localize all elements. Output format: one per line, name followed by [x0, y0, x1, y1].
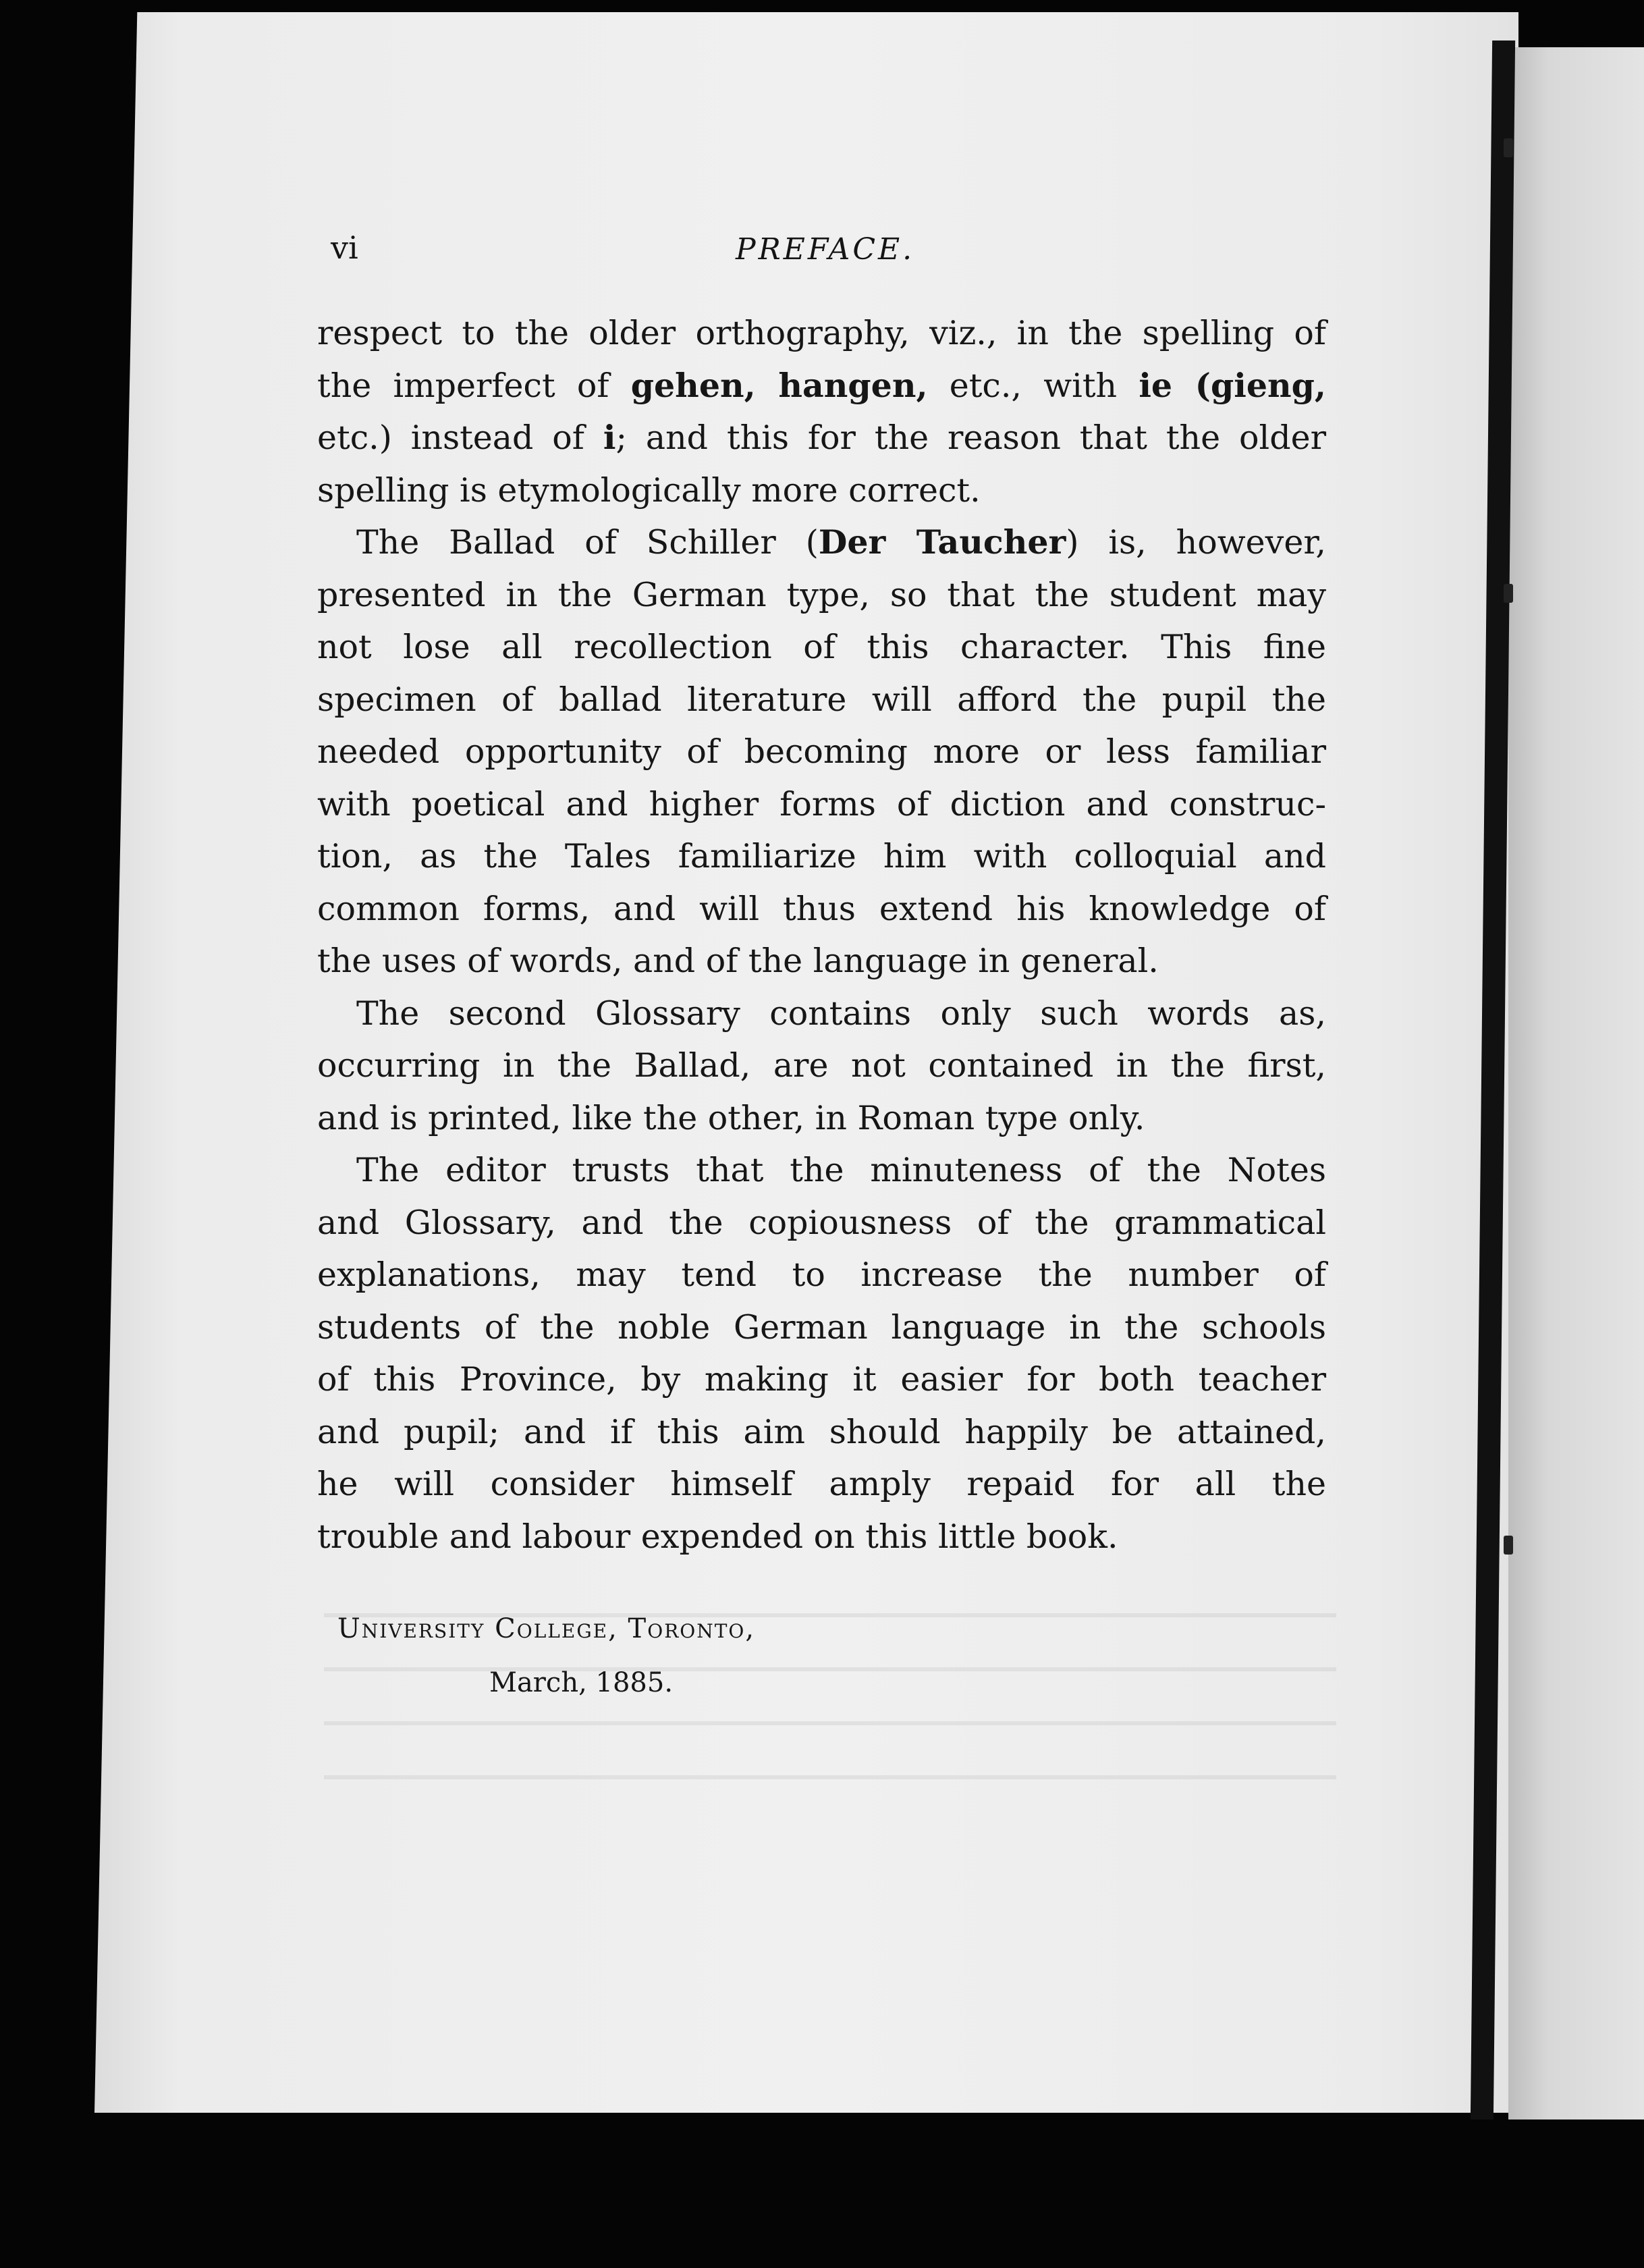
- signature-place: University College, Toronto,: [337, 1613, 756, 1644]
- paragraph: [317, 516, 1326, 988]
- text-line: with poetical and higher forms of diction and construc-: [317, 784, 1326, 824]
- text-line: and Glossary, and the copiousness of the grammatical: [317, 1203, 1326, 1242]
- page-number: vi: [331, 230, 358, 266]
- text-line: the imperfect of gehen, hangen, etc., with ie (gieng,: [317, 365, 1326, 405]
- running-header: [331, 230, 1323, 277]
- text-line: respect to the older orthography, viz., in the spelling of: [317, 314, 1326, 352]
- paragraph: [317, 307, 1326, 516]
- spine-mark: [1504, 138, 1513, 157]
- text-line: of this Province, by making it easier for both teacher: [317, 1360, 1326, 1399]
- paragraph: [317, 988, 1326, 1145]
- text-line: not lose all recollection of this character. This fine: [317, 628, 1326, 666]
- text-line: spelling is etymologically more correct.: [317, 470, 981, 510]
- text-line: and is printed, like the other, in Roman type only.: [317, 1098, 1145, 1137]
- preface-body: [317, 307, 1326, 1563]
- text-line: students of the noble German language in the schools: [317, 1307, 1326, 1347]
- text-line: the uses of words, and of the language in general.: [317, 942, 1159, 980]
- paragraph: [317, 1144, 1326, 1563]
- bleed-through: [324, 1721, 1336, 1725]
- text-line: common forms, and will thus extend his knowledge of: [317, 889, 1326, 928]
- running-title: PREFACE.: [736, 232, 915, 267]
- facing-page-edge: [1508, 47, 1644, 2120]
- text-line: The Ballad of Schiller (Der Taucher) is, however,: [356, 522, 1326, 562]
- text-line: needed opportunity of becoming more or less familiar: [317, 732, 1326, 771]
- text-line: The second Glossary contains only such words as,: [356, 994, 1326, 1033]
- text-line: occurring in the Ballad, are not contained in the first,: [317, 1046, 1326, 1085]
- signature-block: [337, 1613, 755, 1698]
- text-line: presented in the German type, so that the student may: [317, 575, 1326, 614]
- text-line: tion, as the Tales familiarize him with colloquial and: [317, 837, 1326, 875]
- text-line: and pupil; and if this aim should happily be attained,: [317, 1412, 1326, 1451]
- spine-mark: [1504, 584, 1513, 603]
- spine-mark: [1504, 1536, 1513, 1555]
- bleed-through: [324, 1775, 1336, 1779]
- text-line: trouble and labour expended on this little book.: [317, 1517, 1118, 1556]
- text-line: The editor trusts that the minuteness of the Notes: [356, 1151, 1326, 1189]
- text-line: he will consider himself amply repaid for all the: [317, 1465, 1326, 1503]
- signature-date: March, 1885.: [489, 1667, 674, 1698]
- text-line: etc.) instead of i; and this for the reason that the older: [317, 418, 1326, 457]
- text-line: explanations, may tend to increase the number of: [317, 1256, 1326, 1294]
- text-line: specimen of ballad literature will afford the pupil the: [317, 680, 1326, 719]
